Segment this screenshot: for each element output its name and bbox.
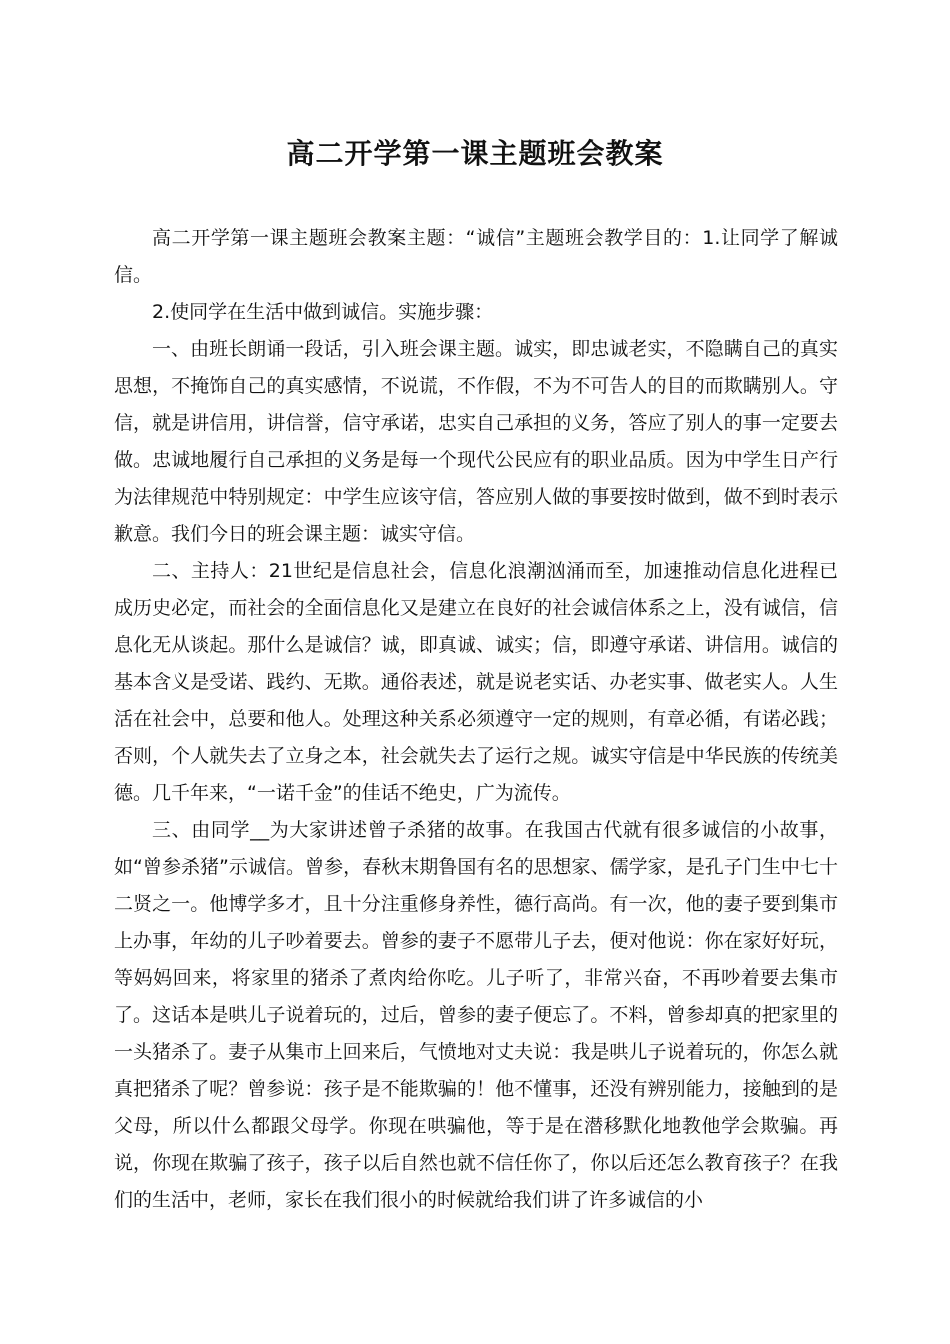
document-title: 高二开学第一课主题班会教案 (286, 137, 664, 170)
paragraph-goal-2: 2.使同学在生活中做到诚信。实施步骤： (152, 301, 494, 323)
paragraph-step-3: 三、由同学__为大家讲述曾子杀猪的故事。在我国古代就有很多诚信的小故事，如“曾参杀猪”示诚信。曾参，春秋末期鲁国有名的思想家、儒学家，是孔子门生中七十二贤之一。他博学多才，且十分注重修身养性，德行高尚。有一次，他的妻子要到集市上办事，年幼的儿子吵着要去。曾参的妻子不愿带儿子去，便对他说：你在家好好玩，等妈妈回来，将家里的猪杀了煮肉给你吃。儿子听了，非常兴奋，不再吵着要去集市了。这话本是哄儿子说着玩的，过后，曾参的妻子便忘了。不料，曾参却真的把家里的一头猪杀了。妻子从集市上回来后，气愤地对丈夫说：我是哄儿子说着玩的，你怎么就真把猪杀了呢？曾参说：孩子是不能欺骗的！他不懂事，还没有辨别能力，接触到的是父母，所以什么都跟父母学。你现在哄骗他，等于是在潜移默化地教他学会欺骗。再说，你现在欺骗了孩子，孩子以后自然也就不信任你了，你以后还怎么教育孩子？在我们的生活中，老师，家长在我们很小的时候就给我们讲了许多诚信的小 (114, 819, 838, 1211)
paragraph-intro: 高二开学第一课主题班会教案主题：“诚信”主题班会教学目的：1.让同学了解诚信。 (114, 227, 838, 286)
paragraph-step-1: 一、由班长朗诵一段话，引入班会课主题。诚实，即忠诚老实，不隐瞒自己的真实思想，不掩饰自己的真实感情，不说谎，不作假，不为不可告人的目的而欺瞒别人。守信，就是讲信用，讲信誉，信守承诺，忠实自己承担的义务，答应了别人的事一定要去做。忠诚地履行自己承担的义务是每一个现代公民应有的职业品质。因为中学生日产行为法律规范中特别规定：中学生应该守信，答应别人做的事要按时做到，做不到时表示歉意。我们今日的班会课主题：诚实守信。 (114, 338, 838, 545)
paragraph-step-2: 二、主持人：21世纪是信息社会，信息化浪潮汹涌而至，加速推动信息化进程已成历史必定，而社会的全面信息化又是建立在良好的社会诚信体系之上，没有诚信，信息化无从谈起。那什么是诚信？诚，即真诚、诚实；信，即遵守承诺、讲信用。诚信的基本含义是受诺、践约、无欺。通俗表述，就是说老实话、办老实事、做老实人。人生活在社会中，总要和他人。处理这种关系必须遵守一定的规则，有章必循，有诺必践；否则，个人就失去了立身之本，社会就失去了运行之规。诚实守信是中华民族的传统美德。几千年来，“一诺千金”的佳话不绝史，广为流传。 (114, 560, 838, 804)
document-body (114, 220, 838, 1219)
